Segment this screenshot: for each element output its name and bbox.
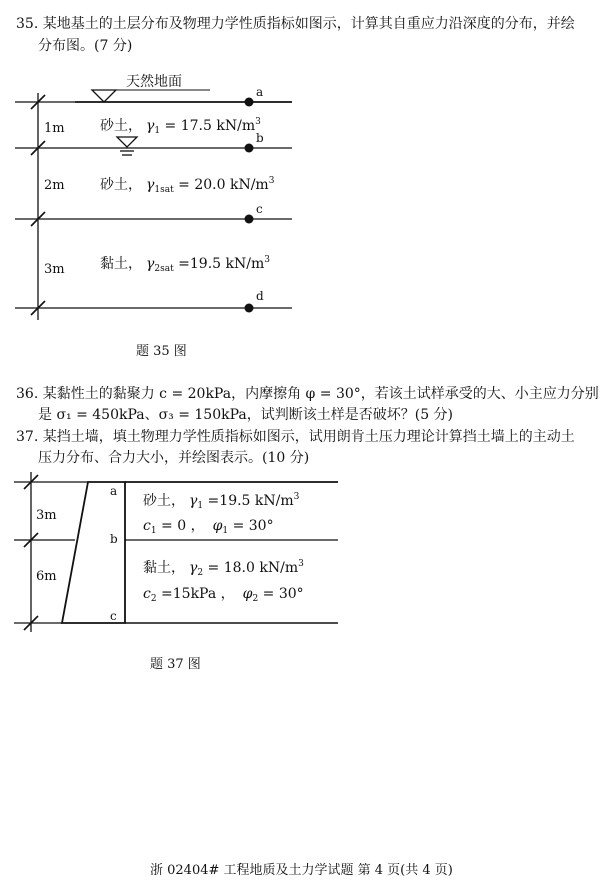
layer-3-value: =19.5 kN/m: [173, 256, 265, 272]
layer-3-soil: 黏土，: [100, 256, 142, 272]
q36-line-1: 36. 某黏性土的黏聚力 c = 20kPa，内摩擦角 φ = 30°，若该土试样承受的大、小主应力分别: [16, 386, 599, 402]
point-label-d: d: [256, 289, 264, 303]
symbol: c: [143, 586, 151, 602]
value: = 0 ，: [156, 518, 205, 534]
layer-1-value: = 17.5 kN/m: [160, 118, 256, 134]
figure-35-caption: 题 35 图: [136, 344, 187, 359]
superscript: 3: [293, 492, 300, 502]
layer-3-sup: 3: [264, 255, 270, 265]
symbol: γ: [189, 493, 198, 509]
value: =19.5 kN/m: [203, 493, 294, 509]
layer-1-soil: 砂土，: [100, 118, 142, 134]
layer-2-sub: 1sat: [154, 185, 174, 195]
layer-2-soil: 砂土，: [100, 177, 142, 193]
backfill-layer-2-soil: 黏土，: [143, 560, 185, 576]
subscript: 1: [150, 526, 157, 536]
symbol: c: [143, 518, 151, 534]
backfill-layer-1-soil: 砂土，: [143, 493, 185, 509]
subscript: 1: [222, 526, 229, 536]
subscript: 1: [197, 501, 204, 511]
backfill-layer-2-gamma: [143, 559, 304, 578]
layer-3-symbol: γ: [146, 256, 155, 272]
layer-2-symbol: γ: [146, 177, 155, 193]
retaining-wall: [62, 482, 125, 623]
wall-point-b: b: [110, 532, 118, 546]
point-label-c: c: [256, 202, 263, 216]
layer-1-sup: 3: [255, 117, 261, 127]
backfill-layer-1-gamma: [143, 492, 300, 511]
layer-1-sub: 1: [154, 126, 161, 136]
value: = 30°: [228, 518, 274, 534]
backfill-layer-2-strength: [143, 586, 304, 604]
value: = 18.0 kN/m: [203, 560, 299, 576]
subscript: 2: [252, 594, 259, 604]
symbol: φ: [212, 518, 223, 534]
page-footer: 浙 02404# 工程地质及土力学试题 第 4 页(共 4 页): [150, 863, 453, 878]
q37-line-1: 37. 某挡土墙，填土物理力学性质指标如图示，试用朗肯土压力理论计算挡土墙上的主动土: [16, 429, 575, 445]
symbol: φ: [242, 586, 253, 602]
subscript: 2: [197, 568, 204, 578]
layer-1-symbol: γ: [146, 118, 155, 134]
depth-label-3: 3m: [44, 262, 65, 277]
layer-2-sup: 3: [268, 176, 275, 186]
q35-line-1: 35. 某地基土的土层分布及物理力学性质指标如图示，计算其自重应力沿深度的分布，并绘: [16, 16, 575, 32]
wall-depth-1: 3m: [36, 508, 57, 523]
wall-depth-2: 6m: [36, 569, 57, 584]
backfill-layer-1-strength: [143, 518, 274, 536]
q35-line-2: 分布图。(7 分): [38, 38, 133, 54]
subscript: 2: [150, 594, 157, 604]
wall-point-a: a: [110, 484, 118, 498]
figure-37-caption: 题 37 图: [150, 657, 201, 672]
point-label-b: b: [256, 131, 264, 145]
value: = 30°: [258, 586, 304, 602]
depth-label-1: 1m: [44, 121, 65, 136]
layer-2-value: = 20.0 kN/m: [173, 177, 269, 193]
q37-line-2: 压力分布、合力大小，并绘图表示。(10 分): [38, 450, 310, 466]
point-label-a: a: [256, 85, 264, 99]
superscript: 3: [298, 559, 304, 569]
q36-line-2: 是 σ₁ = 450kPa、σ₃ = 150kPa，试判断该土样是否破坏？(5 分): [38, 407, 454, 423]
symbol: γ: [189, 560, 198, 576]
depth-label-2: 2m: [44, 178, 65, 193]
surface-label: 天然地面: [126, 74, 182, 90]
wall-point-c: c: [110, 609, 117, 623]
layer-3-sub: 2sat: [154, 264, 174, 274]
value: =15kPa ，: [156, 586, 235, 602]
